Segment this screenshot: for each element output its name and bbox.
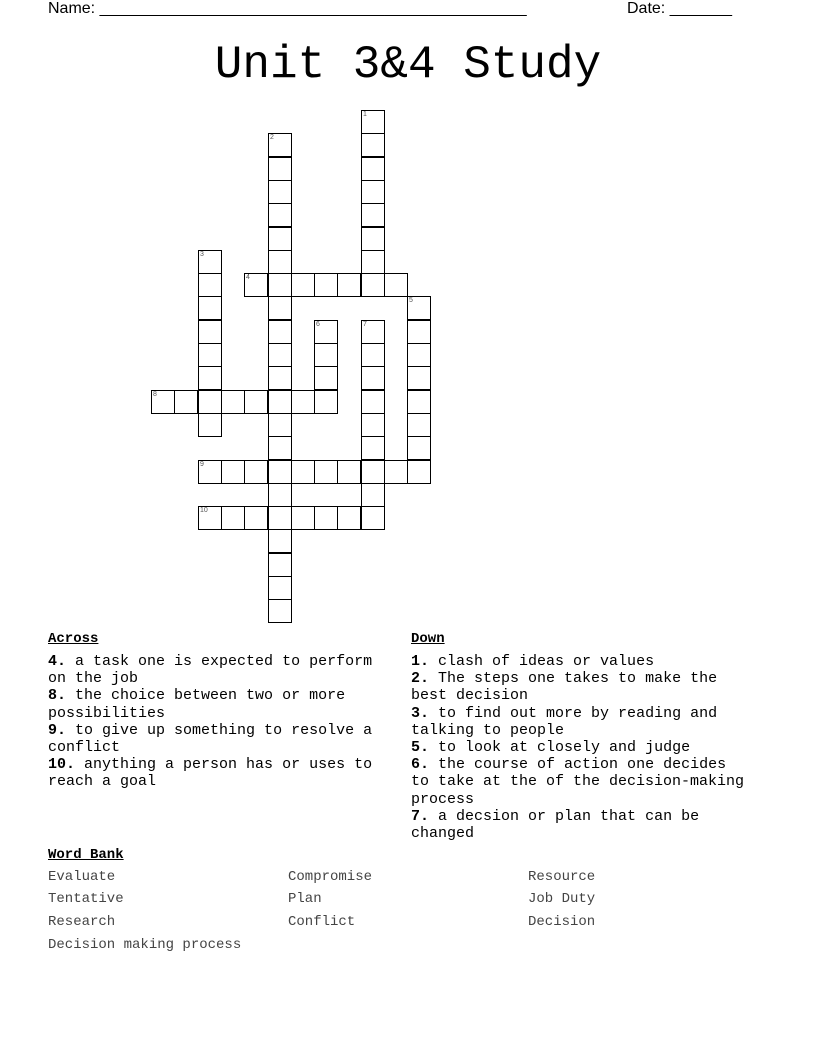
clue-across-4 [48, 653, 393, 687]
crossword-cell[interactable] [151, 390, 175, 414]
word-bank-item: Tentative [48, 891, 124, 907]
cell-number: 2 [270, 134, 274, 141]
clue-number: 1. [411, 653, 430, 670]
crossword-cell[interactable] [198, 390, 222, 414]
crossword-cell[interactable] [314, 390, 338, 414]
crossword-cell[interactable] [268, 180, 292, 204]
clue-text: The steps one takes to make the best decision [411, 670, 718, 705]
crossword-cell[interactable] [268, 553, 292, 577]
crossword-cell[interactable] [268, 273, 292, 297]
word-bank-heading: Word Bank [48, 847, 124, 863]
crossword-cell[interactable] [407, 343, 431, 367]
clue-text: anything a person has or uses to reach a goal [48, 756, 373, 791]
crossword-cell[interactable] [198, 250, 222, 274]
cell-number: 6 [316, 321, 320, 328]
crossword-cell[interactable] [268, 157, 292, 181]
crossword-cell[interactable] [268, 203, 292, 227]
crossword-cell[interactable] [198, 460, 222, 484]
clue-number: 4. [48, 653, 67, 670]
clue-text: to look at closely and judge [438, 739, 691, 757]
crossword-cell[interactable] [268, 296, 292, 320]
clue-number: 10. [48, 756, 76, 774]
crossword-cell[interactable] [198, 506, 222, 530]
crossword-cell[interactable] [268, 436, 292, 460]
crossword-cell[interactable] [198, 343, 222, 367]
clue-text: to find out more by reading and talking to people [411, 704, 718, 739]
crossword-cell[interactable] [291, 390, 315, 414]
crossword-cell[interactable] [268, 390, 292, 414]
clue-text: clash of ideas or values [438, 653, 655, 670]
clue-across-10 [48, 756, 393, 790]
crossword-cell[interactable] [361, 180, 385, 204]
clue-across-8 [48, 687, 393, 721]
page-title: Unit 3&4 Study [214, 39, 602, 91]
crossword-cell[interactable] [314, 320, 338, 344]
crossword-cell[interactable] [314, 460, 338, 484]
name-field-label: Name: ________________________________________________ [48, 0, 527, 17]
word-bank-item: Conflict [288, 914, 356, 930]
crossword-cell[interactable] [268, 366, 292, 390]
crossword-cell[interactable] [407, 296, 431, 320]
crossword-cell[interactable] [361, 227, 385, 251]
crossword-cell[interactable] [291, 460, 315, 484]
crossword-cell[interactable] [361, 203, 385, 227]
cell-number: 5 [409, 297, 413, 304]
crossword-cell[interactable] [361, 460, 385, 484]
word-bank-item: Resource [528, 869, 596, 885]
clue-text: a decsion or plan that can be changed [411, 807, 700, 843]
crossword-cell[interactable] [244, 273, 268, 297]
crossword-cell[interactable] [221, 506, 245, 530]
clue-text: the course of action one decides to take at the of the decision-making process [411, 756, 745, 808]
crossword-cell[interactable] [198, 273, 222, 297]
cell-number: 10 [200, 507, 208, 514]
crossword-cell[interactable] [361, 483, 385, 507]
clue-text: a task one is expected to perform on the job [48, 653, 373, 688]
cell-number: 1 [363, 111, 367, 118]
cell-number: 7 [363, 321, 367, 328]
crossword-cell[interactable] [268, 133, 292, 157]
cell-number: 4 [246, 274, 250, 281]
word-bank-item: Plan [288, 891, 322, 907]
crossword-cell[interactable] [244, 460, 268, 484]
crossword-cell[interactable] [361, 250, 385, 274]
across-heading: Across [48, 631, 99, 647]
crossword-cell[interactable] [361, 133, 385, 157]
crossword-cell[interactable] [361, 320, 385, 344]
crossword-cell[interactable] [221, 390, 245, 414]
clue-down-6 [411, 756, 751, 808]
crossword-cell[interactable] [361, 390, 385, 414]
clue-text: the choice between two or more possibilities [48, 687, 346, 722]
crossword-cell[interactable] [291, 273, 315, 297]
crossword-cell[interactable] [407, 366, 431, 390]
crossword-cell[interactable] [407, 436, 431, 460]
word-bank-item: Decision making process [48, 937, 242, 953]
crossword-cell[interactable] [361, 110, 385, 134]
crossword-cell[interactable] [268, 227, 292, 251]
crossword-cell[interactable] [407, 413, 431, 437]
crossword-cell[interactable] [244, 506, 268, 530]
crossword-cell[interactable] [314, 366, 338, 390]
crossword-cell[interactable] [407, 320, 431, 344]
crossword-cell[interactable] [244, 390, 268, 414]
clue-across-9 [48, 722, 393, 756]
clue-number: 2. [411, 670, 430, 688]
crossword-cell[interactable] [407, 460, 431, 484]
clue-number: 8. [48, 687, 67, 705]
crossword-cell[interactable] [407, 390, 431, 414]
crossword-cell[interactable] [174, 390, 198, 414]
crossword-cell[interactable] [268, 413, 292, 437]
clue-text: to give up something to resolve a conflict [48, 721, 373, 757]
down-heading: Down [411, 631, 445, 647]
crossword-cell[interactable] [268, 250, 292, 274]
clue-number: 5. [411, 739, 430, 757]
crossword-cell[interactable] [268, 506, 292, 530]
word-bank-item: Evaluate [48, 869, 116, 885]
crossword-cell[interactable] [268, 320, 292, 344]
crossword-cell[interactable] [361, 436, 385, 460]
word-bank-item: Compromise [288, 869, 373, 885]
clue-number: 9. [48, 721, 67, 739]
crossword-cell[interactable] [198, 413, 222, 437]
crossword-cell[interactable] [268, 343, 292, 367]
crossword-cell[interactable] [361, 273, 385, 297]
clue-number: 3. [411, 704, 430, 722]
crossword-cell[interactable] [268, 483, 292, 507]
crossword-cell[interactable] [361, 343, 385, 367]
crossword-cell[interactable] [198, 296, 222, 320]
cell-number: 8 [153, 391, 157, 398]
clue-number: 7. [411, 807, 430, 825]
crossword-cell[interactable] [361, 413, 385, 437]
cell-number: 9 [200, 461, 204, 468]
cell-number: 3 [200, 251, 204, 258]
crossword-cell[interactable] [268, 460, 292, 484]
crossword-cell[interactable] [361, 157, 385, 181]
word-bank-item: Job Duty [528, 891, 596, 907]
crossword-cell[interactable] [384, 460, 408, 484]
word-bank-item: Research [48, 914, 116, 930]
clue-down-7 [411, 808, 751, 842]
crossword-cell[interactable] [361, 366, 385, 390]
crossword-cell[interactable] [198, 320, 222, 344]
clue-down-3 [411, 705, 751, 739]
crossword-cell[interactable] [337, 506, 361, 530]
crossword-cell[interactable] [337, 273, 361, 297]
crossword-cell[interactable] [314, 343, 338, 367]
crossword-cell[interactable] [314, 273, 338, 297]
clue-down-1 [411, 653, 751, 670]
clue-number: 6. [411, 756, 430, 774]
across-clue-list [48, 653, 393, 791]
crossword-cell[interactable] [268, 599, 292, 623]
crossword-cell[interactable] [291, 506, 315, 530]
date-field-label: Date: _______ [627, 0, 732, 17]
clue-down-5 [411, 739, 751, 756]
crossword-cell[interactable] [361, 506, 385, 530]
down-clue-list [411, 653, 751, 842]
crossword-cell[interactable] [198, 366, 222, 390]
crossword-cell[interactable] [221, 460, 245, 484]
crossword-cell[interactable] [268, 529, 292, 553]
crossword-cell[interactable] [384, 273, 408, 297]
word-bank-item: Decision [528, 914, 596, 930]
crossword-cell[interactable] [314, 506, 338, 530]
crossword-cell[interactable] [337, 460, 361, 484]
crossword-cell[interactable] [268, 576, 292, 600]
clue-down-2 [411, 670, 751, 704]
